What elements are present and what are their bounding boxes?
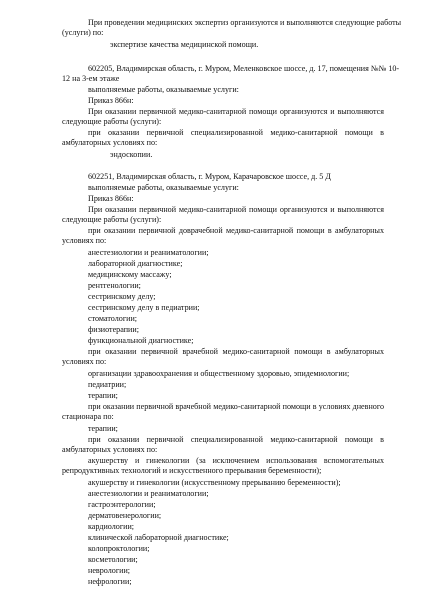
text-line: следующие работы (услуги):: [62, 117, 162, 126]
text-line: выполняемые работы, оказываемые услуги:: [88, 183, 239, 192]
text-line: при оказании первичной доврачебной медико-санитарной помощи в амбулаторных: [88, 226, 384, 235]
text-line: кардиологии;: [88, 522, 135, 531]
text-line: стоматологии;: [88, 314, 138, 323]
text-line: эндоскопии.: [110, 150, 153, 159]
text-line: репродуктивных технологий и искусственного прерывания беременности);: [62, 466, 322, 475]
text-line: сестринскому делу;: [88, 292, 156, 301]
text-line: при оказании первичной врачебной медико-санитарной помощи в амбулаторных: [88, 347, 384, 356]
text-line: акушерству и гинекологии (за исключением использования вспомогательных: [88, 456, 384, 465]
text-line: педиатрии;: [88, 380, 127, 389]
text-line: неврологии;: [88, 566, 131, 575]
text-line: 602251, Владимирская область, г. Муром, Карачаровское шоссе, д. 5 Д: [88, 172, 331, 181]
text-line: условиях по:: [62, 357, 107, 366]
text-line: выполняемые работы, оказываемые услуги:: [88, 85, 239, 94]
text-line: Приказ 866н:: [88, 96, 134, 105]
text-line: При оказании первичной медико-санитарной помощи организуются и выполняются: [88, 205, 384, 214]
text-line: колопроктологии;: [88, 544, 150, 553]
text-line: при оказании первичной специализированной медико-санитарной помощи в: [88, 128, 384, 137]
text-line: терапии;: [88, 424, 118, 433]
text-line: (услуги) по:: [62, 28, 104, 37]
text-line: анестезиологии и реаниматологии;: [88, 489, 209, 498]
text-line: 12 на 3-ем этаже: [62, 74, 120, 83]
text-line: 602205, Владимирская область, г. Муром, Меленковское шоссе, д. 17, помещения №№ 10-: [88, 64, 400, 73]
text-line: организации здравоохранения и общественному здоровью, эпидемиологии;: [88, 369, 350, 378]
text-line: косметологии;: [88, 555, 138, 564]
text-line: Приказ 866н:: [88, 194, 134, 203]
text-line: следующие работы (услуги):: [62, 215, 162, 224]
text-line: рентгенологии;: [88, 281, 141, 290]
text-line: условиях по:: [62, 236, 107, 245]
text-line: при оказании первичной специализированной медико-санитарной помощи в: [88, 435, 384, 444]
text-line: экспертизе качества медицинской помощи.: [110, 40, 259, 49]
text-line: дерматовенерологии;: [88, 511, 162, 520]
text-line: анестезиологии и реаниматологии;: [88, 248, 209, 257]
text-line: При проведении медицинских экспертиз организуются и выполняются следующие работы: [88, 18, 402, 27]
text-line: стационара по:: [62, 412, 114, 421]
text-line: нефрологии;: [88, 577, 132, 586]
text-line: терапии;: [88, 391, 118, 400]
text-line: функциональной диагностике;: [88, 336, 194, 345]
text-line: при оказании первичной врачебной медико-санитарной помощи в условиях дневного: [88, 402, 384, 411]
text-line: При оказании первичной медико-санитарной помощи организуются и выполняются: [88, 107, 384, 116]
text-line: амбулаторных условиях по:: [62, 138, 158, 147]
text-line: акушерству и гинекологии (искусственному прерыванию беременности);: [88, 478, 341, 487]
text-line: сестринскому делу в педиатрии;: [88, 303, 200, 312]
text-line: физиотерапии;: [88, 325, 139, 334]
text-line: медицинскому массажу;: [88, 270, 172, 279]
text-line: клинической лабораторной диагностике;: [88, 533, 229, 542]
text-line: гастроэнтерологии;: [88, 500, 156, 509]
text-line: амбулаторных условиях по:: [62, 445, 158, 454]
text-line: лабораторной диагностике;: [88, 259, 183, 268]
